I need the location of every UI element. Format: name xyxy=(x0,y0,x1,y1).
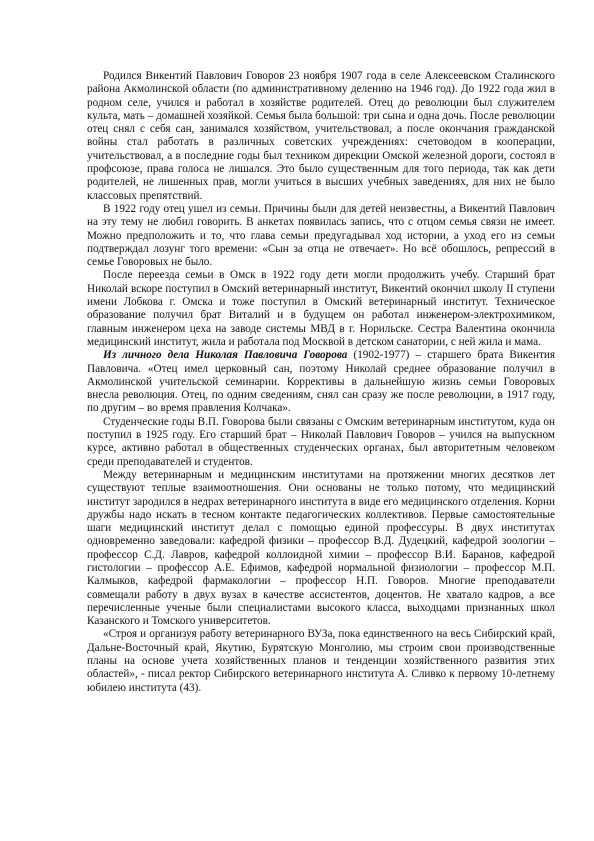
personal-file-text: (1902-1977) – старшего брата Викентия Павловича. «Отец имел церковный сан, поэтому Николай среднее образование получил в Акмолинской учительской семинарии. Коррективы в дальнейшую жизнь семьи Говоровых внесла революция. Отец, по одним сведениям, снял сан сразу же после революции, в 1917 году, по другим – во время правления Колчака». xyxy=(87,349,555,415)
paragraph-omsk-move: После переезда семьи в Омск в 1922 году дети могли продолжить учебу. Старший брат Николай вскоре поступил в Омский ветеринарный институт, Викентий окончил школу II ступени имени Лобкова г. Омска и тоже поступил в Омский ветеринарный институт. Техническое образование получил брат Виталий и в будущем он работал инженером-электрохимиком, главным инженером цеха на заводе системы МВД в г. Норильске. Сестра Валентина окончила медицинский институт, жила и работала под Москвой в детском санатории, с ней жила и мама. xyxy=(87,269,555,348)
paragraph-personal-file xyxy=(87,349,555,415)
document-page xyxy=(87,70,555,695)
personal-file-lead: Из личного дела Николая Павловича Говорова xyxy=(103,349,348,362)
paragraph-father-left: В 1922 году отец ушел из семьи. Причины были для детей неизвестны, а Викентий Павлович на эту тему не любил говорить. В анкетах появилась запись, что с отцом семья связи не имеет. Можно предположить и то, что глава семьи предугадывал ход истории, а уход его из семьи подтверждал лозунг того времени: «Сын за отца не отвечает». Но всё обошлось, репрессий в семье Говоровых не было. xyxy=(87,202,555,269)
paragraph-birth: Родился Викентий Павлович Говоров 23 ноября 1907 года в селе Алексеевском Сталинского района Акмолинской области (по административному делению на 1946 год). До 1922 года жил в родном селе, учился и работал в хозяйстве родителей. Отец до революции был служителем культа, мать – домашней хозяйкой. Семья была большой: три сына и одна дочь. После революции отец снял с себя сан, занимался хозяйством, учительствовал, а после окончания гражданской войны стал работать в различных советских учреждениях: счетоводом в кооперации, учительствовал, а в последние годы был техником дирекции Омской железной дороги, состоял в профсоюзе, права голоса не лишался. Это было существенным для того периода, так как дети родителей, не лишенных прав, могли учиться в высших учебных заведениях, для них не было классовых препятствий. xyxy=(87,70,555,202)
paragraph-quote: «Строя и организуя работу ветеринарного ВУЗа, пока единственного на весь Сибирский край, Дальне-Восточный край, Якутию, Бурятскую Монголию, мы строим свои производственные планы на основе учета хозяйственных планов и тенденции хозяйственного развития этих областей», - писал ректор Сибирского ветеринарного института А. Сливко к первому 10-летнему юбилею института (43). xyxy=(87,628,555,694)
paragraph-student-years: Студенческие годы В.П. Говорова были связаны с Омским ветеринарным институтом, куда он поступил в 1925 году. Его старший брат – Николай Павлович Говоров – учился на выпускном курсе, активно работал в общественных студенческих органах, был авторитетным человеком среди преподавателей и студентов. xyxy=(87,415,555,468)
paragraph-institutes: Между ветеринарным и медицинским институтами на протяжении многих десятков лет существуют теплые взаимоотношения. Они основаны не только потому, что медицинский институт зародился в недрах ветеринарного института в виде его медицинского отделения. Корни дружбы надо искать в тесном контакте педагогических коллективов. Первые самостоятельные шаги медицинский институт делал с помощью единой профессуры. В двух институтах одновременно заведовали: кафедрой физики – профессор В.Д. Дудецкий, кафедрой зоологии – профессор С.Д. Лавров, кафедрой коллоидной химии – профессор В.И. Баранов, кафедрой гистологии – профессор А.Е. Ефимов, кафедрой нормальной физиологии – профессор М.П. Калмыков, кафедрой фармакологии – профессор Н.П. Говоров. Многие преподаватели совмещали работу в двух вузах в качестве ассистентов, доцентов. Не хватало кадров, а все перечисленные ученые были специалистами высокого класса, выходцами признанных школ Казанского и Томского университетов. xyxy=(87,468,555,628)
